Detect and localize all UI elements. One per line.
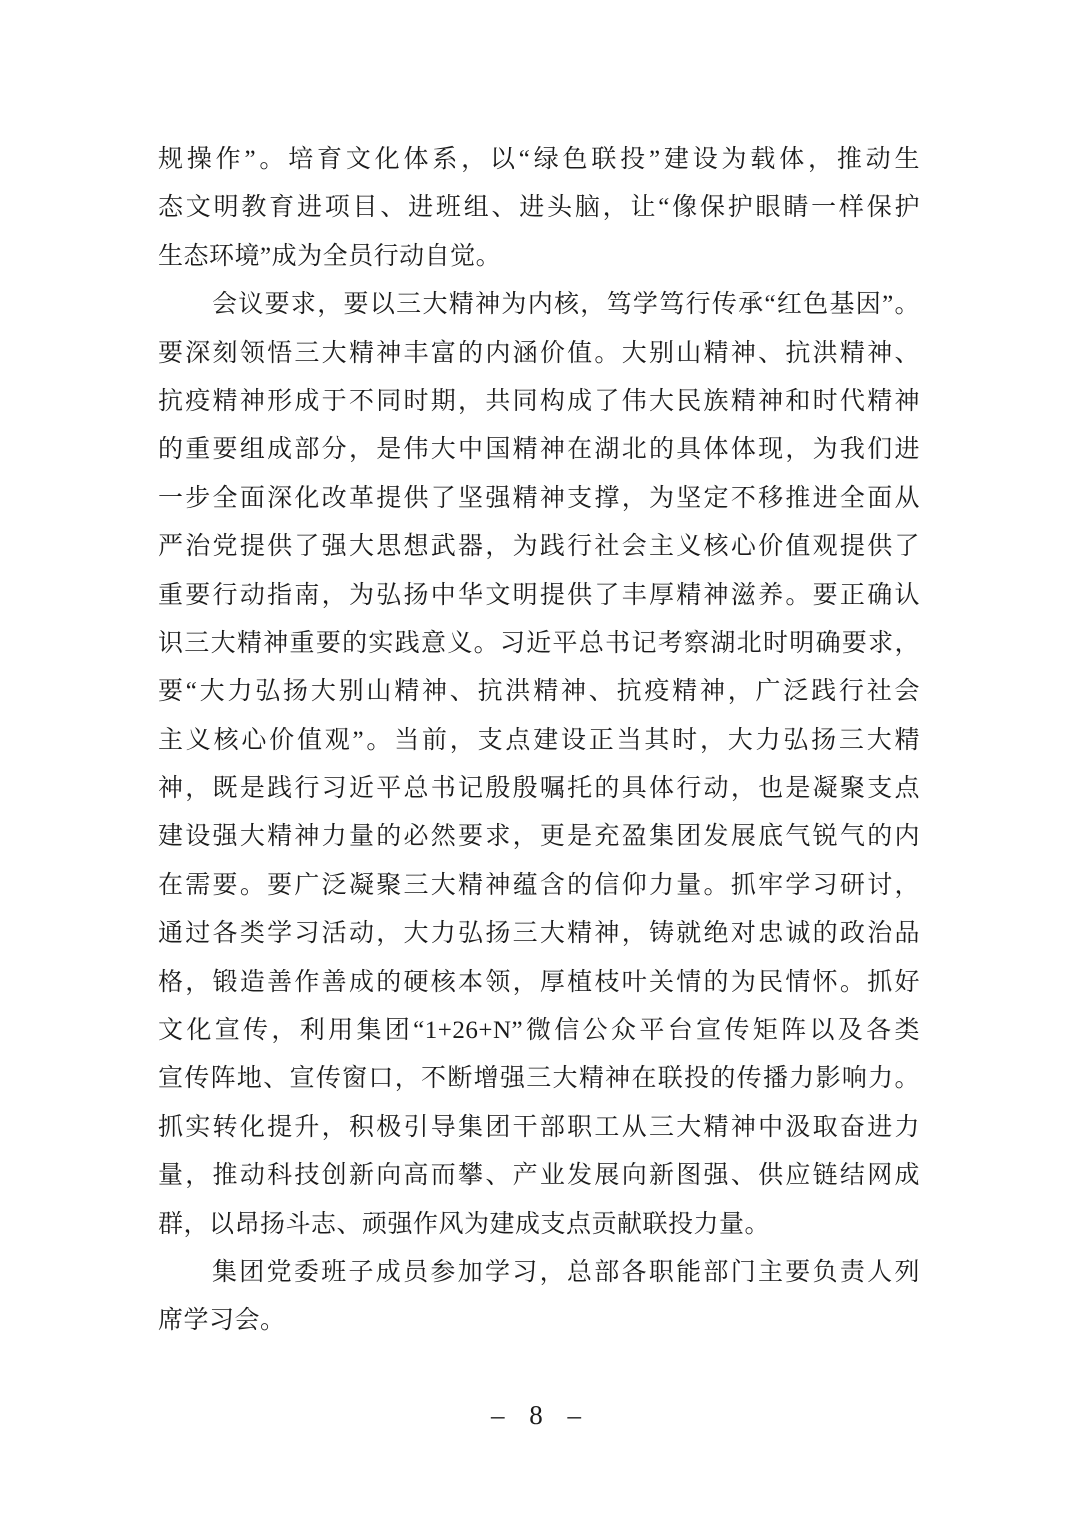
text-line: 重要行动指南，为弘扬中华文明提供了丰厚精神滋养。要正确认: [158, 581, 920, 609]
text-line: 量，推动科技创新向高而攀、产业发展向新图强、供应链结网成: [158, 1162, 920, 1190]
text-line: 宣传阵地、宣传窗口，不断增强三大精神在联投的传播力影响力。: [158, 1065, 920, 1093]
text-line: 识三大精神重要的实践意义。习近平总书记考察湖北时明确要求，: [158, 629, 920, 657]
text-line: 会议要求，要以三大精神为内核，笃学笃行传承“红色基因”。: [212, 291, 920, 319]
text-line: 一步全面深化改革提供了坚强精神支撑，为坚定不移推进全面从: [158, 484, 920, 512]
text-line: 在需要。要广泛凝聚三大精神蕴含的信仰力量。抓牢学习研讨，: [158, 871, 920, 899]
text-line: 建设强大精神力量的必然要求，更是充盈集团发展底气锐气的内: [158, 823, 920, 851]
text-line: 群，以昂扬斗志、顽强作风为建成支点贡献联投力量。: [158, 1210, 771, 1238]
text-line: 神，既是践行习近平总书记殷殷嘱托的具体行动，也是凝聚支点: [158, 775, 920, 803]
paragraph: [158, 281, 920, 1249]
text-line: 生态环境”成为全员行动自觉。: [158, 242, 502, 270]
text-line: 严治党提供了强大思想武器，为践行社会主义核心价值观提供了: [158, 533, 920, 561]
text-line: 集团党委班子成员参加学习，总部各职能部门主要负责人列: [212, 1258, 920, 1286]
text-line: 通过各类学习活动，大力弘扬三大精神，铸就绝对忠诚的政治品: [158, 920, 920, 948]
text-line: 抗疫精神形成于不同时期，共同构成了伟大民族精神和时代精神: [158, 387, 920, 415]
paragraph: [158, 1249, 920, 1346]
text-line: 席学习会。: [158, 1307, 286, 1335]
text-line: 要深刻领悟三大精神丰富的内涵价值。大别山精神、抗洪精神、: [158, 339, 920, 367]
text-line: 格，锻造善作善成的硬核本领，厚植枝叶关情的为民情怀。抓好: [158, 968, 920, 996]
document-body: [158, 136, 920, 1346]
text-line: 文化宣传，利用集团“1+26+N”微信公众平台宣传矩阵以及各类: [158, 1017, 920, 1045]
text-line: 的重要组成部分，是伟大中国精神在湖北的具体体现，为我们进: [158, 436, 920, 464]
paragraph: [158, 136, 920, 281]
text-line: 抓实转化提升，积极引导集团干部职工从三大精神中汲取奋进力: [158, 1113, 920, 1141]
text-line: 态文明教育进项目、进班组、进头脑，让“像保护眼睛一样保护: [158, 194, 920, 222]
page-number: – 8 –: [491, 1400, 583, 1430]
page-footer: [0, 1400, 1074, 1431]
text-line: 要“大力弘扬大别山精神、抗洪精神、抗疫精神，广泛践行社会: [158, 678, 920, 706]
text-line: 主义核心价值观”。当前，支点建设正当其时，大力弘扬三大精: [158, 726, 920, 754]
text-line: 规操作”。培育文化体系，以“绿色联投”建设为载体，推动生: [158, 146, 920, 173]
